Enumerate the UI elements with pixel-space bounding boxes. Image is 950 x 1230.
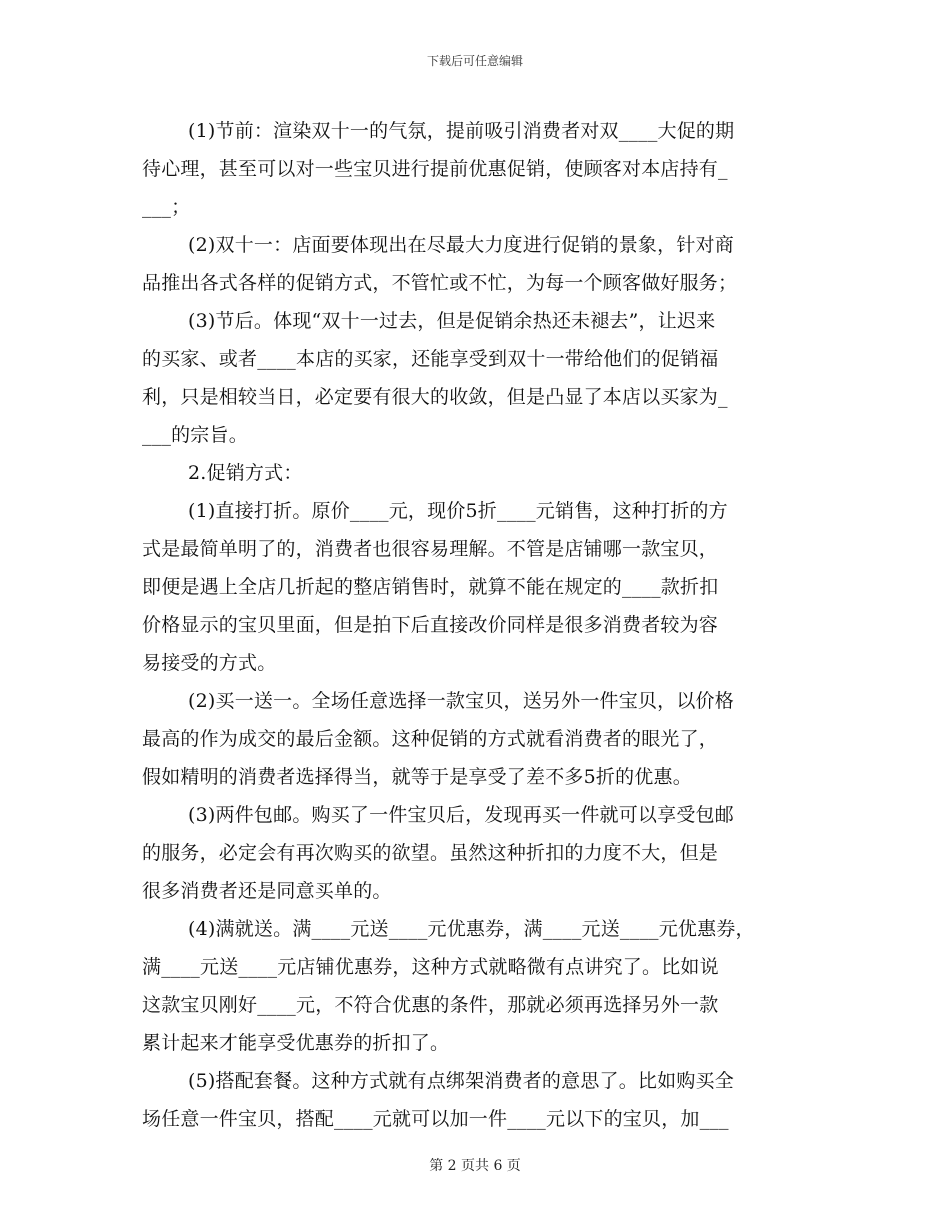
text-line: (1)直接打折。原价____元，现价5折____元销售，这种打折的方	[188, 500, 728, 522]
text-line: 式是最简单明了的，消费者也很容易理解。不管是店铺哪一款宝贝，	[142, 538, 719, 560]
text-line: (5)搭配套餐。这种方式就有点绑架消费者的意思了。比如购买全	[188, 1070, 734, 1092]
text-line: (1)节前：渲染双十一的气氛，提前吸引消费者对双____大促的期	[188, 120, 735, 142]
text-line: 品推出各式各样的促销方式，不管忙或不忙，为每一个顾客做好服务；	[142, 272, 738, 294]
text-line: (3)两件包邮。购买了一件宝贝后，发现再买一件就可以享受包邮	[188, 804, 734, 826]
text-line: (2)买一送一。全场任意选择一款宝贝，送另外一件宝贝，以价格	[188, 690, 734, 712]
text-line: 满____元送____元店铺优惠券，这种方式就略微有点讲究了。比如说	[142, 956, 719, 978]
text-line: 即便是遇上全店几折起的整店销售时，就算不能在规定的____款折扣	[142, 576, 719, 598]
text-line: 的买家、或者____本店的买家，还能享受到双十一带给他们的促销福	[142, 348, 719, 370]
text-line: 假如精明的消费者选择得当，就等于是享受了差不多5折的优惠。	[142, 766, 692, 788]
text-line: 累计起来才能享受优惠券的折扣了。	[142, 1032, 450, 1054]
document-body	[142, 112, 810, 1138]
text-line: ___的宗旨。	[142, 424, 248, 446]
text-line: (3)节后。体现“双十一过去，但是促销余热还未褪去”，让迟来	[188, 310, 716, 332]
page-footer: 第 2 页共 6 页	[429, 1158, 521, 1174]
text-line: 很多消费者还是同意买单的。	[142, 880, 392, 902]
text-line: ___；	[142, 196, 191, 218]
text-line: (4)满就送。满____元送____元优惠券，满____元送____元优惠券，	[188, 918, 755, 940]
text-line: 的服务，必定会有再次购买的欲望。虽然这种折扣的力度不大，但是	[142, 842, 719, 864]
text-line: 最高的作为成交的最后金额。这种促销的方式就看消费者的眼光了，	[142, 728, 719, 750]
text-line: 利，只是相较当日，必定要有很大的收敛，但是凸显了本店以买家为_	[142, 386, 728, 408]
text-line: 价格显示的宝贝里面，但是拍下后直接改价同样是很多消费者较为容	[142, 614, 719, 636]
text-line: (2)双十一：店面要体现出在尽最大力度进行促销的景象，针对商	[188, 234, 734, 256]
text-line: 这款宝贝刚好____元，不符合优惠的条件，那就必须再选择另外一款	[142, 994, 719, 1016]
text-line: 2.促销方式：	[188, 462, 303, 484]
page-header: 下载后可任意编辑	[426, 54, 523, 68]
text-line: 场任意一件宝贝，搭配____元就可以加一件____元以下的宝贝，加___	[142, 1108, 729, 1130]
text-line: 待心理，甚至可以对一些宝贝进行提前优惠促销，使顾客对本店持有_	[142, 158, 728, 180]
text-line: 易接受的方式。	[142, 652, 277, 674]
